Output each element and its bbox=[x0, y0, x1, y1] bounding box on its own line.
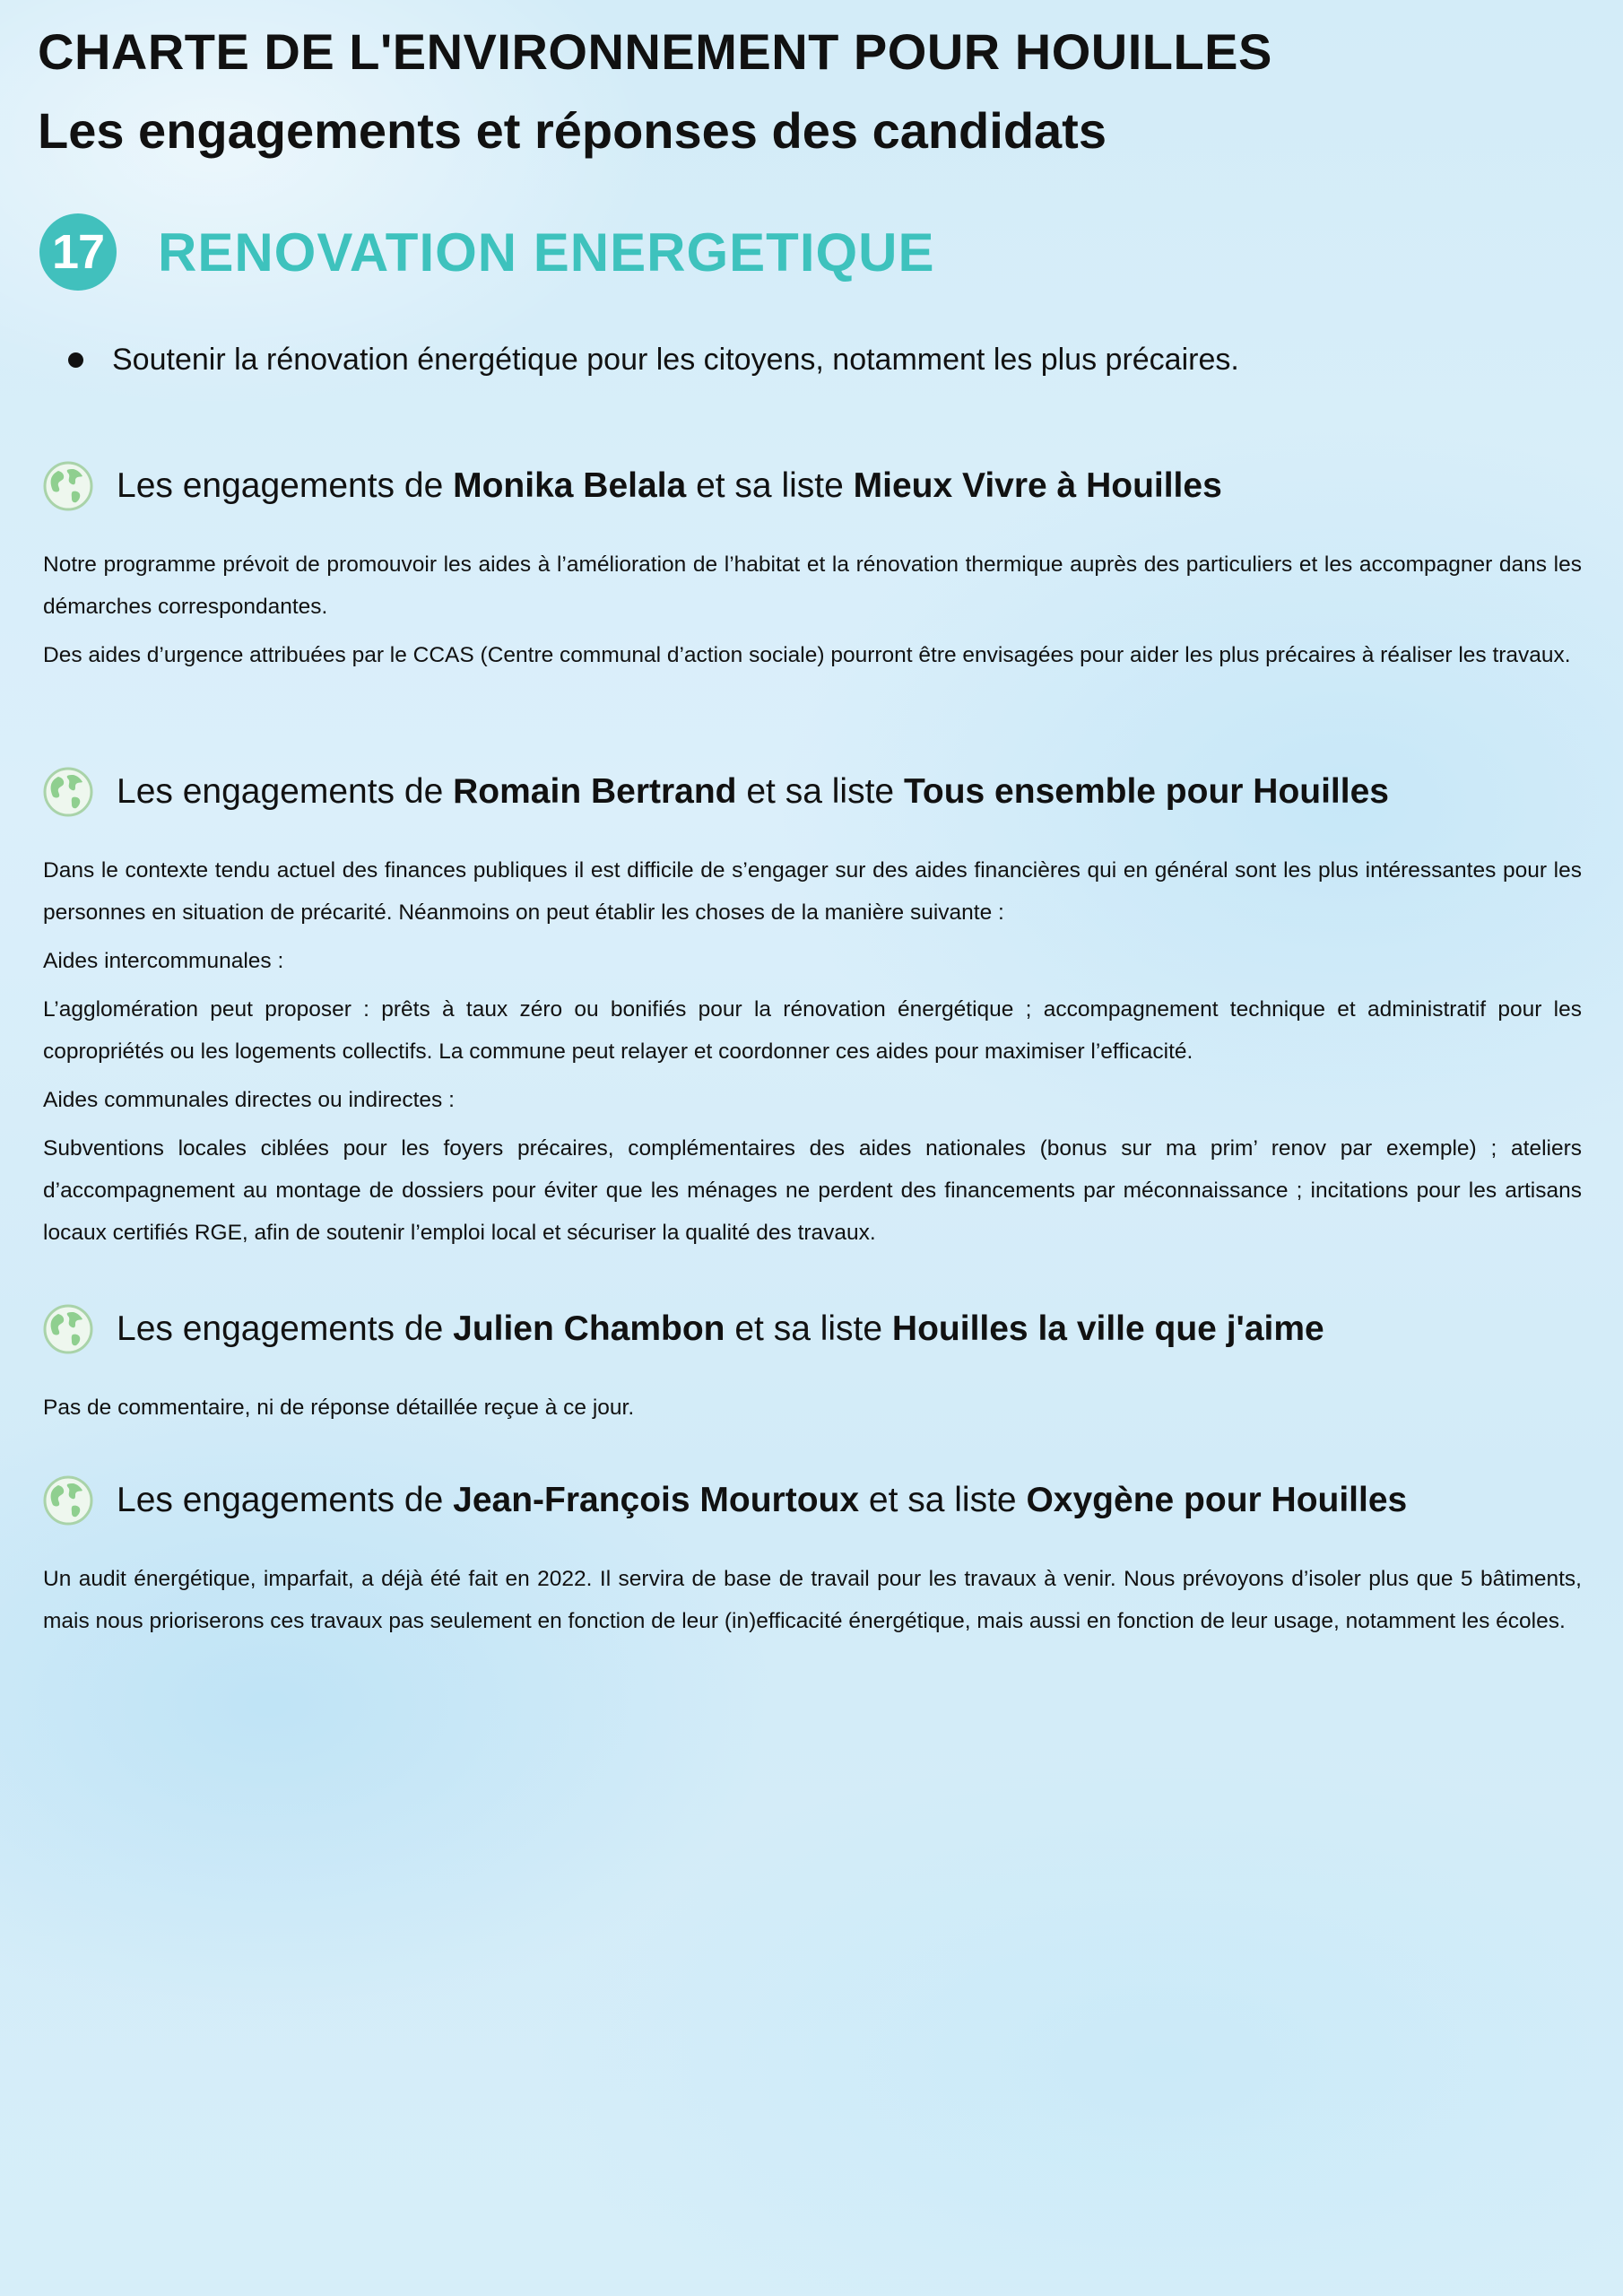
candidate-block-bertrand bbox=[43, 765, 1582, 1260]
candidate-list-name: Tous ensemble pour Houilles bbox=[903, 772, 1389, 811]
candidate-list-name: Houilles la ville que j'aime bbox=[891, 1309, 1324, 1348]
globe-icon bbox=[43, 1304, 93, 1354]
response-paragraph: Pas de commentaire, ni de réponse détaillée reçue à ce jour. bbox=[43, 1396, 635, 1420]
candidate-name: Monika Belala bbox=[453, 466, 687, 505]
heading-prefix: Les engagements de bbox=[117, 1309, 444, 1348]
candidate-title bbox=[117, 466, 1222, 506]
globe-icon bbox=[43, 767, 93, 817]
candidate-heading bbox=[43, 1474, 1582, 1527]
globe-icon bbox=[43, 1475, 93, 1526]
heading-prefix: Les engagements de bbox=[117, 466, 444, 505]
response-paragraph: Dans le contexte tendu actuel des finances publiques il est difficile de s’engager sur des aides financières qui en général sont les plus intéressantes pour les personnes en situation de précarité. Néanmoins on peut établir les choses de la manière suivante : bbox=[43, 858, 1582, 925]
response-paragraph: Des aides d’urgence attribuées par le CCAS (Centre communal d’action sociale) pourront être envisagées pour aider les plus précaires à réaliser les travaux. bbox=[43, 643, 1571, 667]
candidate-block-chambon bbox=[43, 1302, 1582, 1435]
candidate-list-name: Oxygène pour Houilles bbox=[1026, 1481, 1408, 1519]
candidate-name: Julien Chambon bbox=[453, 1309, 725, 1348]
candidate-response bbox=[43, 849, 1582, 1254]
candidate-heading bbox=[43, 1302, 1582, 1356]
response-paragraph: Aides intercommunales : bbox=[43, 949, 284, 973]
document-title: CHARTE DE L'ENVIRONNEMENT POUR HOUILLES bbox=[38, 23, 1272, 80]
response-paragraph: Un audit énergétique, imparfait, a déjà été fait en 2022. Il servira de base de travail pour les travaux à venir. Nous prévoyons d’isoler plus que 5 bâtiments, mais nous prioriserons ces travaux pas seulement en fonction de leur (in)efficacité énergétique, mais aussi en fonction de leur usage, notamment les écoles. bbox=[43, 1567, 1582, 1633]
response-paragraph: L’agglomération peut proposer : prêts à taux zéro ou bonifiés pour la rénovation énergétique ; accompagnement technique et administratif pour les copropriétés ou les logements collectifs. La commune peut relayer et coordonner ces aides pour maximiser l’efficacité. bbox=[43, 997, 1582, 1064]
candidate-name: Romain Bertrand bbox=[453, 772, 737, 811]
heading-middle: et sa liste bbox=[746, 772, 895, 811]
section-bullet bbox=[68, 343, 1239, 378]
candidate-block-belala bbox=[43, 459, 1582, 683]
candidate-response bbox=[43, 1387, 1582, 1429]
candidate-response bbox=[43, 1558, 1582, 1642]
candidate-name: Jean-François Mourtoux bbox=[453, 1481, 860, 1519]
heading-middle: et sa liste bbox=[734, 1309, 883, 1348]
candidate-block-mourtoux bbox=[43, 1474, 1582, 1648]
candidate-response bbox=[43, 544, 1582, 676]
globe-icon bbox=[43, 461, 93, 511]
section-title: RENOVATION ENERGETIQUE bbox=[158, 222, 935, 283]
response-paragraph: Aides communales directes ou indirectes : bbox=[43, 1088, 455, 1112]
document-subtitle: Les engagements et réponses des candidats bbox=[38, 102, 1107, 159]
bullet-text: Soutenir la rénovation énergétique pour les citoyens, notamment les plus précaires. bbox=[112, 343, 1239, 377]
heading-prefix: Les engagements de bbox=[117, 772, 444, 811]
bullet-dot-icon bbox=[68, 352, 83, 368]
candidate-heading bbox=[43, 459, 1582, 513]
heading-prefix: Les engagements de bbox=[117, 1481, 444, 1519]
candidate-title bbox=[117, 1481, 1407, 1520]
heading-middle: et sa liste bbox=[868, 1481, 1017, 1519]
response-paragraph: Subventions locales ciblées pour les foyers précaires, complémentaires des aides nationales (bonus sur ma prim’ renov par exemple) ; ateliers d’accompagnement au montage de dossiers pour éviter que les ménages ne perdent des financements par méconnaissance ; incitations pour les artisans locaux certifiés RGE, afin de soutenir l’emploi local et sécuriser la qualité des travaux. bbox=[43, 1136, 1582, 1245]
section-header bbox=[39, 213, 935, 291]
candidate-title bbox=[117, 1309, 1324, 1349]
heading-middle: et sa liste bbox=[696, 466, 844, 505]
candidate-title bbox=[117, 772, 1389, 812]
section-number-badge: 17 bbox=[39, 213, 117, 291]
response-paragraph: Notre programme prévoit de promouvoir les aides à l’amélioration de l’habitat et la rénovation thermique auprès des particuliers et les accompagner dans les démarches correspondantes. bbox=[43, 552, 1582, 619]
candidate-list-name: Mieux Vivre à Houilles bbox=[853, 466, 1222, 505]
candidate-heading bbox=[43, 765, 1582, 819]
